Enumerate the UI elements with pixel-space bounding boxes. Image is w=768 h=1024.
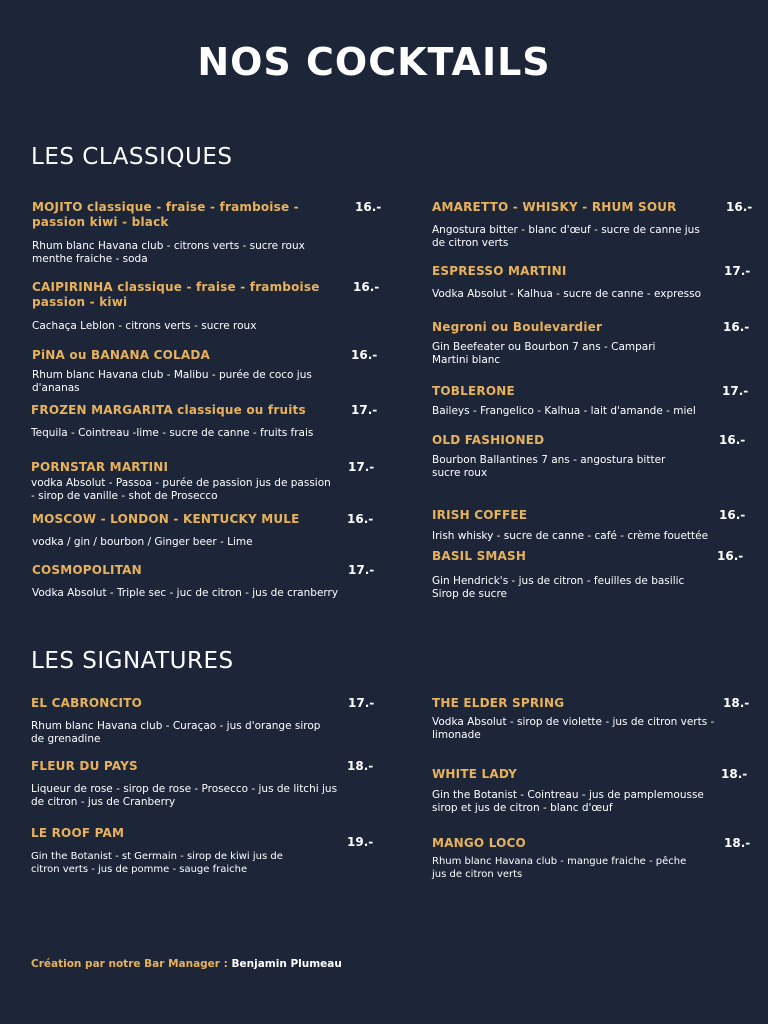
item-price: 16.-: [353, 280, 380, 294]
menu-item-amaretto-sour: [432, 200, 752, 250]
item-description: Vodka Absolut - sirop de violette - jus de citron verts - limonade: [432, 716, 715, 741]
item-name: FLEUR DU PAYS: [31, 759, 138, 773]
bar-manager-credit: [31, 958, 342, 970]
item-description: Vodka Absolut - Kalhua - sucre de canne - expresso: [432, 288, 702, 300]
item-price: 16.-: [723, 320, 750, 334]
item-description: Rhum blanc Havana club - Curaçao - jus d'orange sirop de grenadine: [31, 720, 321, 745]
item-price: 16.-: [347, 512, 374, 526]
menu-item-pornstar-martini: [31, 460, 376, 503]
item-description: Baileys - Frangelico - Kalhua - lait d'amande - miel: [432, 405, 696, 417]
item-name: EL CABRONCITO: [31, 696, 143, 710]
item-price: 17.-: [351, 403, 378, 417]
item-description: vodka / gin / bourbon / Ginger beer - Lime: [32, 536, 253, 548]
menu-item-negroni: [432, 320, 752, 367]
menu-item-le-roof-pam: [31, 826, 376, 876]
item-price: 16.-: [719, 508, 746, 522]
item-price: 17.-: [348, 563, 375, 577]
item-price: 17.-: [348, 460, 375, 474]
item-name: LE ROOF PAM: [31, 826, 125, 840]
item-name: WHITE LADY: [432, 767, 518, 781]
item-description: Vodka Absolut - Triple sec - juc de citron - jus de cranberry: [32, 587, 339, 599]
item-name: ESPRESSO MARTINI: [432, 264, 567, 278]
credit-label: Création par notre Bar Manager :: [31, 958, 232, 970]
menu-item-toblerone: [432, 384, 752, 418]
section-title-classiques: LES CLASSIQUES: [31, 144, 233, 170]
menu-item-pina-colada: [32, 348, 377, 395]
item-description: Bourbon Ballantines 7 ans - angostura bitter sucre roux: [432, 454, 666, 479]
menu-item-el-cabroncito: [31, 696, 376, 746]
item-price: 18.-: [347, 759, 374, 773]
menu-item-caipirinha: [32, 280, 380, 333]
menu-item-fleur-du-pays: [31, 759, 376, 809]
menu-item-cosmopolitan: [32, 563, 377, 600]
item-name: PORNSTAR MARTINI: [31, 460, 169, 474]
item-description: Rhum blanc Havana club - mangue fraiche - pêche jus de citron verts: [432, 856, 687, 880]
menu-item-irish-coffee: [432, 508, 752, 543]
item-name: PiNA ou BANANA COLADA: [32, 348, 211, 362]
menu-item-mojito: [32, 200, 382, 266]
item-price: 19.-: [347, 835, 374, 849]
item-price: 18.-: [724, 836, 751, 850]
item-description: Liqueur de rose - sirop de rose - Prosecco - jus de litchi jus de citron - jus de Cranberry: [31, 783, 338, 808]
item-name: MOSCOW - LONDON - KENTUCKY MULE: [32, 512, 300, 526]
menu-item-frozen-margarita: [31, 403, 376, 440]
item-description: Gin the Botanist - Cointreau - jus de pamplemousse sirop et jus de citron - blanc d'œuf: [432, 789, 704, 814]
item-price: 16.-: [717, 549, 744, 563]
item-price: 16.-: [719, 433, 746, 447]
item-name: IRISH COFFEE: [432, 508, 528, 522]
item-name: MOJITO classique - fraise - framboise - passion kiwi - black: [32, 200, 299, 229]
menu-item-basil-smash: [432, 549, 752, 601]
item-price: 18.-: [723, 696, 750, 710]
item-description: vodka Absolut - Passoa - purée de passion jus de passion - sirop de vanille - shot de Prosecco: [31, 477, 331, 502]
item-description: Tequila - Cointreau -lime - sucre de canne - fruits frais: [31, 427, 314, 439]
item-price: 17.-: [724, 264, 751, 278]
menu-item-espresso-martini: [432, 264, 752, 301]
item-price: 16.-: [351, 348, 378, 362]
item-name: TOBLERONE: [432, 384, 515, 398]
item-name: FROZEN MARGARITA classique ou fruits: [31, 403, 306, 417]
menu-item-old-fashioned: [432, 433, 752, 480]
item-name: Negroni ou Boulevardier: [432, 320, 603, 334]
item-description: Gin Hendrick's - jus de citron - feuilles de basilic Sirop de sucre: [432, 575, 685, 600]
item-name: CAIPIRINHA classique - fraise - framboise passion - kiwi: [32, 280, 320, 309]
item-description: Rhum blanc Havana club - Malibu - purée de coco jus d'ananas: [32, 369, 312, 394]
item-price: 16.-: [726, 200, 753, 214]
item-name: BASIL SMASH: [432, 549, 527, 563]
item-name: OLD FASHIONED: [432, 433, 545, 447]
menu-item-mule: [32, 512, 377, 549]
item-description: Gin the Botanist - st Germain - sirop de kiwi jus de citron verts - jus de pomme - sauge fraiche: [31, 851, 283, 875]
item-name: COSMOPOLITAN: [32, 563, 142, 577]
item-description: Angostura bitter - blanc d'œuf - sucre de canne jus de citron verts: [432, 224, 700, 249]
item-description: Gin Beefeater ou Bourbon 7 ans - Campari Martini blanc: [432, 341, 656, 366]
item-description: Irish whisky - sucre de canne - café - crème fouettée: [432, 530, 709, 542]
menu-item-the-elder-spring: [432, 696, 752, 742]
page-title: NOS COCKTAILS: [197, 40, 551, 84]
item-price: 18.-: [721, 767, 748, 781]
item-price: 16.-: [355, 200, 382, 214]
item-description: Rhum blanc Havana club - citrons verts - sucre roux menthe fraiche - soda: [32, 240, 305, 265]
item-price: 17.-: [348, 696, 375, 710]
item-name: THE ELDER SPRING: [432, 696, 565, 710]
item-price: 17.-: [722, 384, 749, 398]
item-description: Cachaça Leblon - citrons verts - sucre roux: [32, 320, 257, 332]
item-name: MANGO LOCO: [432, 836, 526, 850]
item-name: AMARETTO - WHISKY - RHUM SOUR: [432, 200, 677, 214]
section-title-signatures: LES SIGNATURES: [31, 648, 234, 674]
credit-name: Benjamin Plumeau: [231, 958, 342, 970]
menu-item-white-lady: [432, 767, 752, 815]
menu-item-mango-loco: [432, 836, 752, 881]
